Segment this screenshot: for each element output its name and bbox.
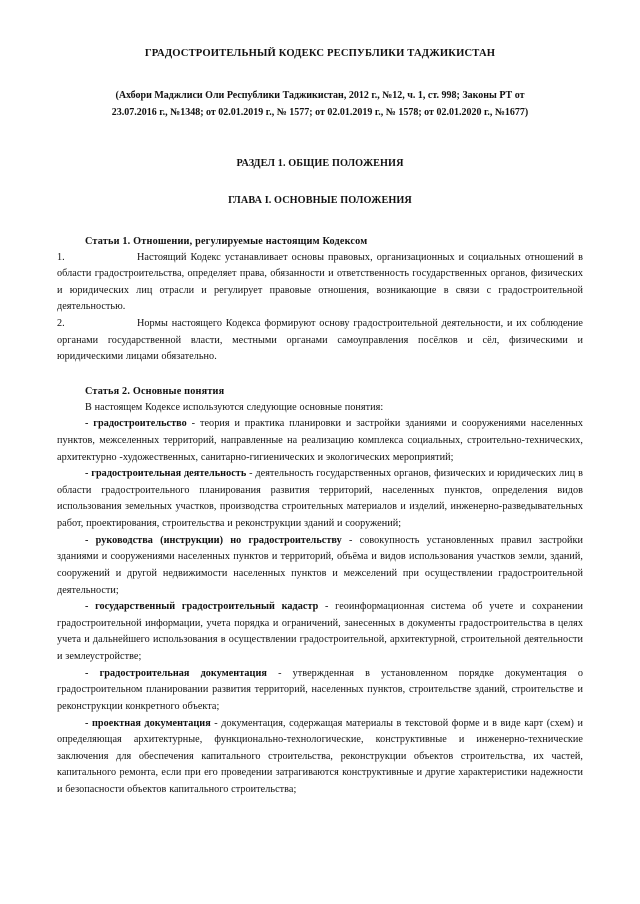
article-1-heading: Статьи 1. Отношении, регулируемые настоящим Кодексом (85, 235, 368, 247)
article-1-item-2-number: 2. (57, 318, 65, 330)
definition-item (57, 533, 583, 600)
definition-term: - градостроительная деятельность (85, 468, 247, 480)
definition-body: - совокупность установленных правил застройки зданиями и сооружениями населенных пунктов и территорий, объёма и видов использования участков земли, зданий, сооружений и другой недвижимости населенных пунктов и межселений при осуществлении градостроительной деятельности; (57, 534, 583, 596)
definition-body: - утвержденная в установленном порядке документация о градостроительном планировании развития территорий, населенных пунктов, строительстве зданий, строительстве и реконструкции конкретного объекта; (57, 667, 583, 712)
definition-term: - руководства (инструкции) но градостроительству (85, 534, 342, 546)
definition-item (57, 599, 583, 666)
definition-body: - геоинформационная система об учете и сохранении градостроительной информации, учета порядка и ограничений, занесенных в документы градостроительства в целях учета и дальнейшего использования в осуществлении градостроительной, архитектурной, строительной деятельности и землеустройстве; (57, 601, 583, 663)
article-2-intro: В настоящем Кодексе используются следующие основные понятия: (85, 401, 384, 413)
definition-item (57, 666, 583, 716)
definition-item (57, 716, 583, 799)
section-heading: РАЗДЕЛ 1. ОБЩИЕ ПОЛОЖЕНИЯ (236, 157, 404, 169)
article-1-item-1-text: Настоящий Кодекс устанавливает основы правовых, организационных и социальных отношений в области градостроительства, определяет права, обязанности и ответственность государственных органов, физических и юридических лиц отрасли и регулирует правовые отношения, возникающие в связи с градостроительной деятельностью. (57, 251, 583, 313)
definition-body: - документация, содержащая материалы в текстовой форме и в виде карт (схем) и определяющая архитектурные, функционально-технологические, конструктивные и инженерно-технические заключения для обеспечения капитального строительства, реконструкции объектов строительства, их частей, капитального ремонта, если при его проведении затрагиваются конструктивные и другие характеристики надежности и безопасности объектов капитального строительства; (57, 717, 583, 796)
definition-term: - проектная документация (85, 717, 211, 729)
citation-line-1: (Ахбори Маджлиси Оли Республики Таджикистан, 2012 г., №12, ч. 1, ст. 998; Законы РТ от (115, 89, 525, 101)
paragraph-gap (57, 366, 583, 384)
definition-term: - государственный градостроительный кадастр (85, 601, 319, 613)
article-1-item-1 (57, 250, 583, 317)
article-1-item-2 (57, 316, 583, 366)
article-1-item-1-number: 1. (57, 251, 65, 263)
article-2-heading: Статья 2. Основные понятия (85, 385, 225, 397)
chapter-heading: ГЛАВА I. ОСНОВНЫЕ ПОЛОЖЕНИЯ (228, 194, 412, 206)
definition-item (57, 416, 583, 466)
definition-body: - теория и практика планировки и застройки зданиями и сооружениями населенных пунктов, межселенных территорий, направленные на реализацию комплекса социальных, строительно-технических, архитектурно -художественных, санитарно-гигиенических и экологических мероприятий; (57, 418, 584, 463)
definition-term: - градостроительная документация (85, 667, 267, 679)
page-title: ГРАДОСТРОИТЕЛЬНЫЙ КОДЕКС РЕСПУБЛИКИ ТАДЖИКИСТАН (144, 48, 496, 59)
definition-term: - градостроительство (85, 418, 187, 430)
citation-line-2: 23.07.2016 г., №1348; от 02.01.2019 г., № 1577; от 02.01.2019 г., № 1578; от 02.01.2020 г., №1677) (111, 107, 529, 119)
article-1-item-2-text: Нормы настоящего Кодекса формируют основу градостроительной деятельности, и их соблюдение органами государственной власти, местными органами самоуправления посёлков и сёл, физическими и юридическими лицами обязательно. (57, 318, 583, 363)
citation-block (61, 87, 579, 122)
definition-item (57, 466, 583, 533)
definition-body: - деятельность государственных органов, физических и юридических лиц в области градостроительного планирования развития территорий, населенных пунктов, определения видов использования земельных участков, производства строительных материалов и изделий, инженерно-разведывательных работ, проектирования, строительства и реконструкции зданий и сооружений; (57, 468, 583, 530)
